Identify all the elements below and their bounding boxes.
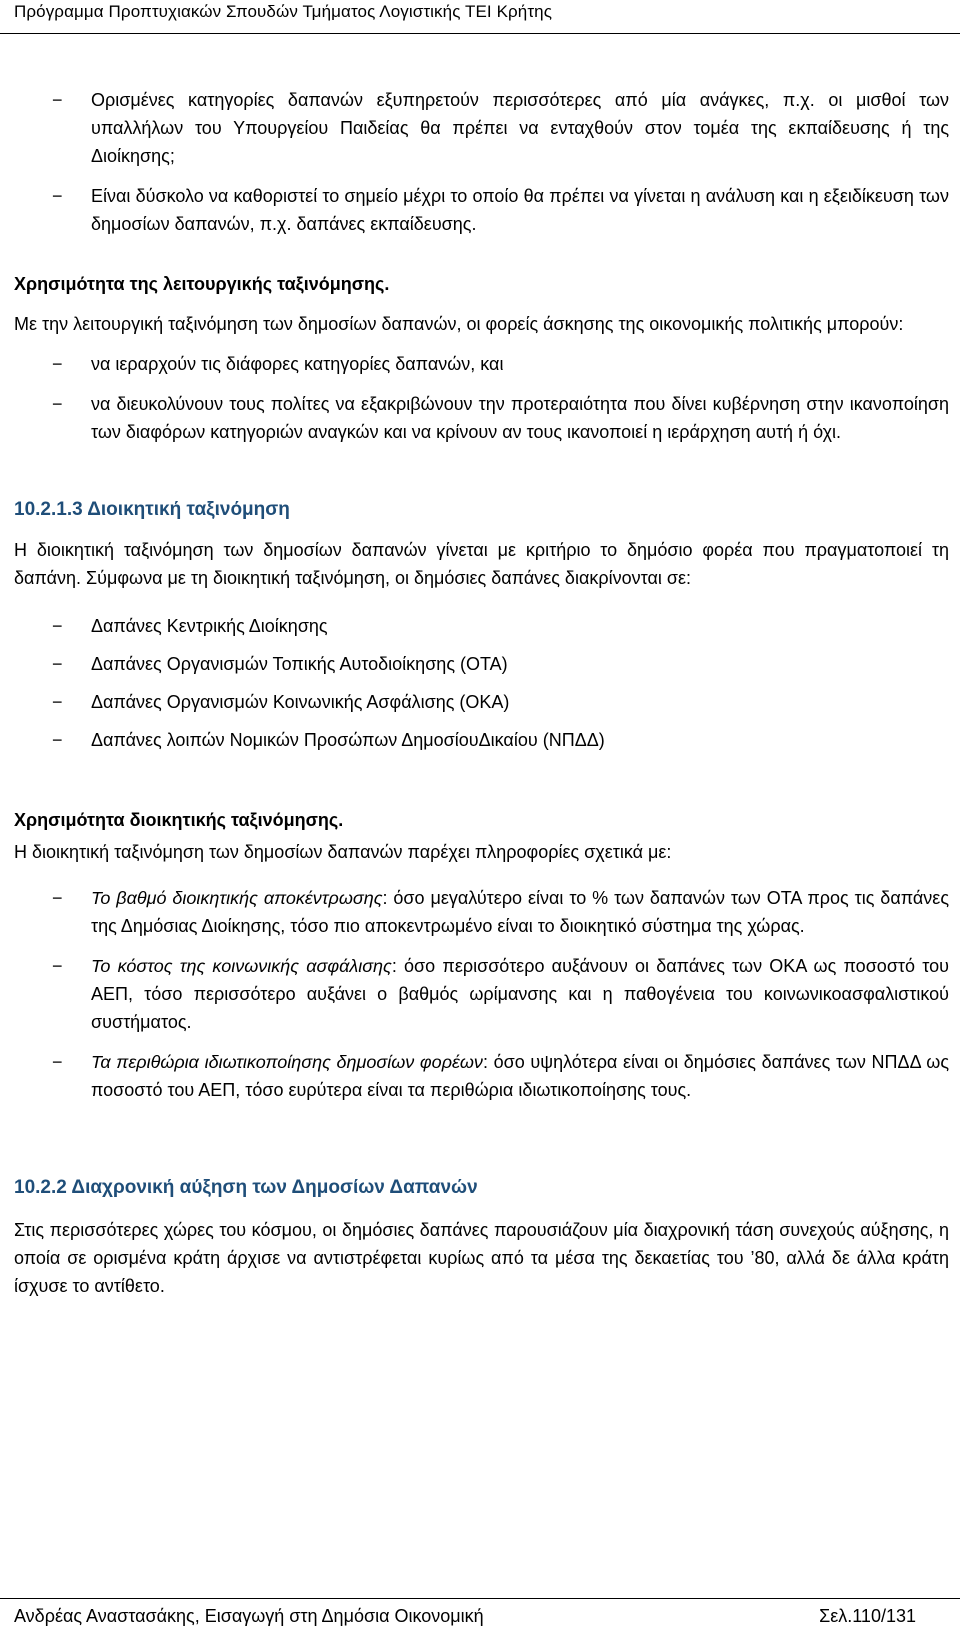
admin-usefulness-intro: Η διοικητική ταξινόμηση των δημοσίων δαπανών παρέχει πληροφορίες σχετικά με:	[14, 842, 672, 862]
list-item	[14, 884, 949, 940]
section-title: Διαχρονική αύξηση των Δημοσίων Δαπανών	[71, 1177, 478, 1198]
bullet-text: : όσο περισσότερο αυξάνουν οι δαπάνες των ΟΚΑ ως ποσοστό του ΑΕΠ, τόσο περισσότερο αυξάνει ο βαθμός ωρίμανσης και η παθογένεια του κοινωνικοασφαλιστικού συστήματος.	[91, 956, 949, 1032]
section-body: Στις περισσότερες χώρες του κόσμου, οι δημόσιες δαπάνες παρουσιάζουν μία διαχρονική τάση συνεχούς αύξησης, η οποία σε ορισμένα κράτη άρχισε να αντιστρέφεται κυρίως από τα μέσα της δεκαετίας του ’80, αλλά δε άλλα κράτη ίσχυσε το αντίθετο.	[14, 1220, 949, 1296]
admin-usefulness-heading: Χρησιμότητα διοικητικής ταξινόμησης.	[14, 810, 344, 830]
list-item	[14, 952, 949, 1036]
functional-usefulness-intro: Με την λειτουργική ταξινόμηση των δημοσίων δαπανών, οι φορείς άσκησης της οικονομικής πολιτικής μπορούν:	[14, 314, 904, 334]
bullet-text: : όσο μεγαλύτερο είναι το % των δαπανών των ΟΤΑ προς τις δαπάνες της Δημόσιας Διοίκησης, τόσο πιο αποκεντρωμένο είναι το διοικητικό σύστημα της χώρας.	[91, 888, 949, 936]
bullet-text: Ορισμένες κατηγορίες δαπανών εξυπηρετούν περισσότερες από μία ανάγκες, π.χ. οι μισθοί των υπαλλήλων του Υπουργείου Παιδείας θα πρέπει να ενταχθούν στον τομέα της εκπαίδευσης ή της Διοίκησης;	[91, 90, 949, 166]
footer-author-title: Ανδρέας Αναστασάκης, Εισαγωγή στη Δημόσια Οικονομική	[14, 1606, 484, 1626]
bullet-text: Δαπάνες λοιπών Νομικών Προσώπων ΔημοσίουΔικαίου (ΝΠΔΔ)	[91, 730, 605, 750]
bullet-text: Δαπάνες Οργανισμών Τοπικής Αυτοδιοίκησης (ΟΤΑ)	[91, 654, 508, 674]
functional-usefulness-heading: Χρησιμότητα της λειτουργικής ταξινόμησης.	[14, 274, 390, 294]
bullet-dash: −	[52, 654, 63, 674]
page-number: Σελ.110/131	[819, 1606, 916, 1626]
page-footer	[0, 1598, 960, 1630]
bullet-dash: −	[52, 90, 63, 110]
list-item	[14, 688, 949, 716]
page-header	[0, 0, 960, 38]
section-heading	[14, 496, 949, 524]
bullet-text: Δαπάνες Οργανισμών Κοινωνικής Ασφάλισης (ΟΚΑ)	[91, 692, 510, 712]
footer-rule	[0, 1598, 960, 1599]
bullet-term: Τα περιθώρια ιδιωτικοποίησης δημοσίων φορέων	[91, 1052, 483, 1072]
bullet-dash: −	[52, 354, 63, 374]
list-item	[14, 1048, 949, 1104]
bullet-dash: −	[52, 956, 63, 976]
bullet-dash: −	[52, 394, 63, 414]
bullet-dash: −	[52, 888, 63, 908]
section-number: 10.2.2	[14, 1177, 67, 1198]
section-heading	[14, 1174, 949, 1202]
header-title: Πρόγραμμα Προπτυχιακών Σπουδών Τμήματος Λογιστικής ΤΕΙ Κρήτης	[14, 2, 552, 21]
bullet-dash: −	[52, 1052, 63, 1072]
section-number: 10.2.1.3	[14, 499, 83, 520]
list-item	[14, 612, 949, 640]
bullet-dash: −	[52, 616, 63, 636]
bullet-dash: −	[52, 186, 63, 206]
bullet-term: Το κόστος της κοινωνικής ασφάλισης	[91, 956, 392, 976]
bullet-term: Το βαθμό διοικητικής αποκέντρωσης	[91, 888, 383, 908]
bullet-text: να διευκολύνουν τους πολίτες να εξακριβώνουν την προτεραιότητα που δίνει κυβέρνηση στην ικανοποίηση των διαφόρων κατηγοριών αναγκών και να κρίνουν αν τους ικανοποιεί η ιεράρχηση αυτή ή όχι.	[91, 394, 949, 442]
section-intro: Η διοικητική ταξινόμηση των δημοσίων δαπανών γίνεται με κριτήριο το δημόσιο φορέα που πραγματοποιεί τη δαπάνη. Σύμφωνα με τη διοικητική ταξινόμηση, οι δημόσιες δαπάνες διακρίνονται σε:	[14, 540, 949, 588]
list-item	[14, 726, 949, 754]
list-item	[14, 390, 949, 446]
page-content	[14, 86, 949, 1300]
section-title: Διοικητική ταξινόμηση	[87, 499, 290, 520]
bullet-dash: −	[52, 692, 63, 712]
bullet-text: Είναι δύσκολο να καθοριστεί το σημείο μέχρι το οποίο θα πρέπει να γίνεται η ανάλυση και η εξειδίκευση των δημοσίων δαπανών, π.χ. δαπάνες εκπαίδευσης.	[91, 186, 949, 234]
bullet-text: Δαπάνες Κεντρικής Διοίκησης	[91, 616, 328, 636]
list-item	[14, 182, 949, 238]
list-item	[14, 350, 949, 378]
list-item	[14, 650, 949, 678]
bullet-dash: −	[52, 730, 63, 750]
bullet-text: να ιεραρχούν τις διάφορες κατηγορίες δαπανών, και	[91, 354, 504, 374]
list-item	[14, 86, 949, 170]
bullet-text: : όσο υψηλότερα είναι οι δημόσιες δαπάνες των ΝΠΔΔ ως ποσοστό του ΑΕΠ, τόσο ευρύτερα είναι τα περιθώρια ιδιωτικοποίησης τους.	[91, 1052, 949, 1100]
header-rule	[0, 33, 960, 34]
